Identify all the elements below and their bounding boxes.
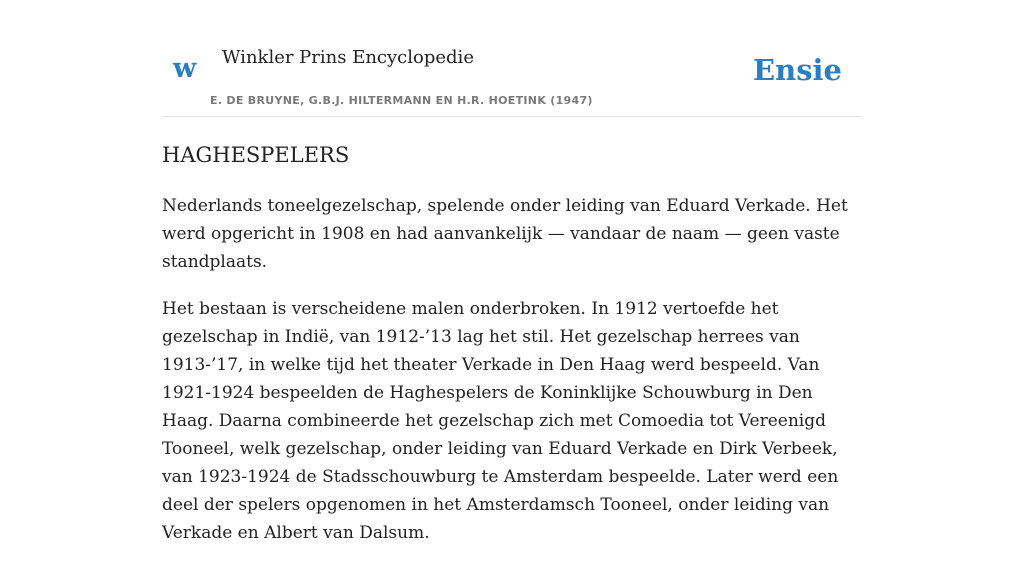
authors-credit: E. DE BRUYNE, G.B.J. HILTERMANN EN H.R. HOETINK (1947) [210,94,593,107]
site-logo[interactable]: w [173,53,197,84]
article-paragraph: Nederlands toneelgezelschap, spelende onder leiding van Eduard Verkade. Het werd opgericht in 1908 en had aanvankelijk — vandaar de naam — geen vaste standplaats. [162,196,848,272]
article-paragraph: Het bestaan is verscheidene malen onderbroken. In 1912 vertoefde het gezelschap in Indië, van 1912-’13 lag het stil. Het gezelschap herrees van 1913-’17, in welke tijd het theater Verkade in Den Haag werd bespeeld. Van 1921-1924 bespeelden de Haghespelers de Koninklijke Schouwburg in Den Haag. Daarna combineerde het gezelschap zich met Comoedia tot Vereenigd Tooneel, welk gezelschap, onder leiding van Eduard Verkade en Dirk Verbeek, van 1923-1924 de Stadsschouwburg te Amsterdam bespeelde. Later werd een deel der spelers opgenomen in het Amsterdamsch Tooneel, onder leiding van Verkade en Albert van Dalsum. [162,299,839,543]
site-title[interactable]: Winkler Prins Encyclopedie [222,47,474,68]
article-title: HAGHESPELERS [162,143,350,167]
article-body [162,192,862,566]
brand-logo[interactable]: Ensie [753,53,842,87]
page [162,0,862,543]
site-header [162,0,862,117]
